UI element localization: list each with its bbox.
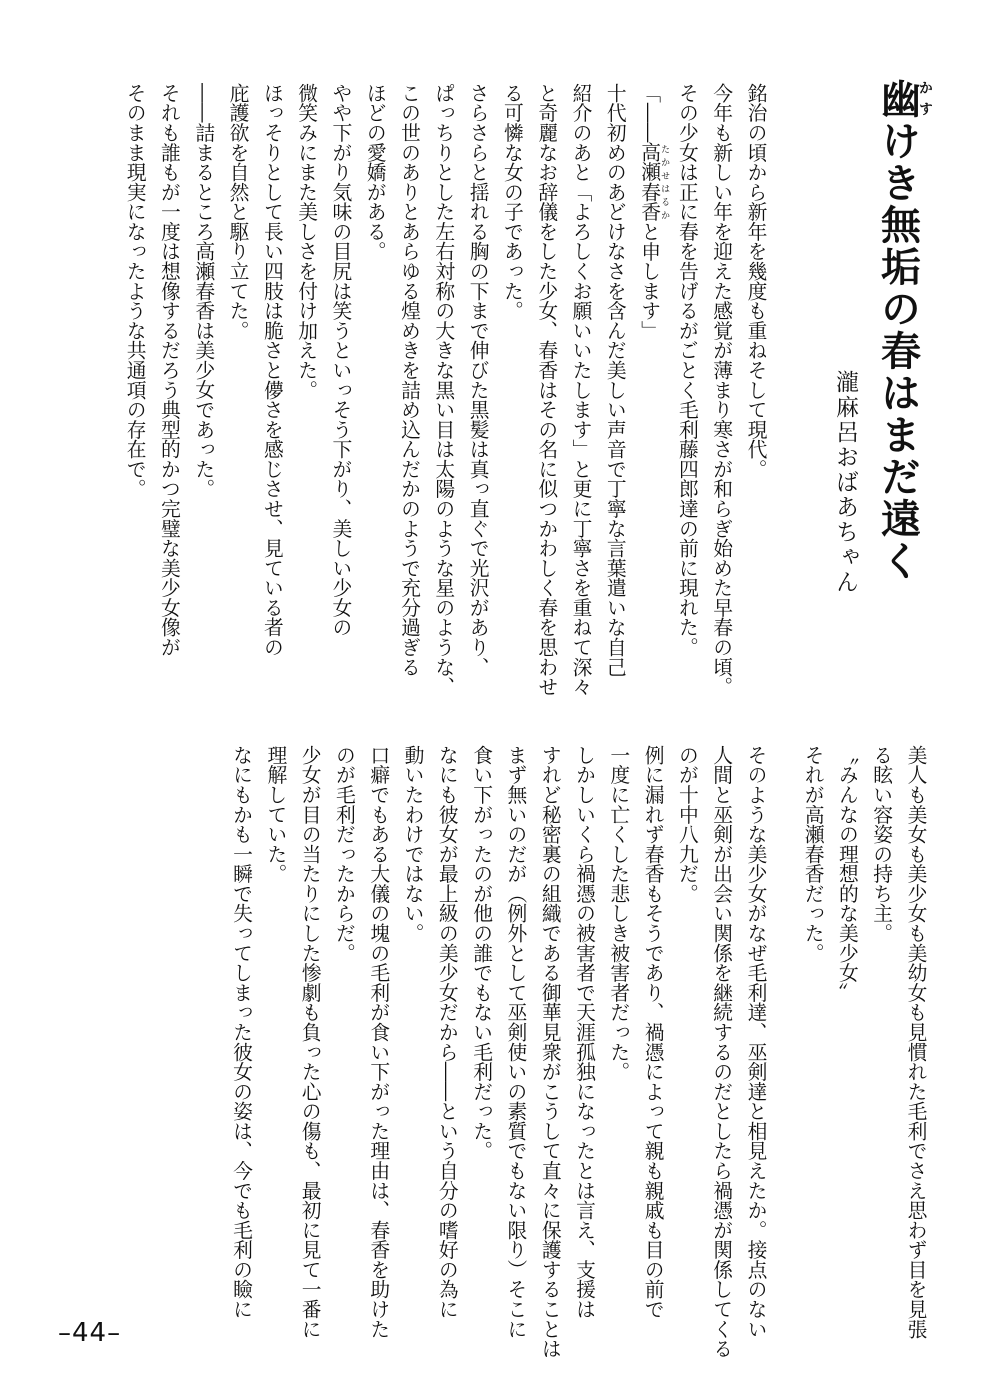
text-line: 少女が目の当たりにした惨劇も負った心の傷も、最初に見て一番に bbox=[298, 745, 322, 1339]
text-line: る眩い容姿の持ち主。 bbox=[869, 745, 893, 943]
text-line: 十代初めのあどけなさを含んだ美しい声音で丁寧な言葉遣いな自己 bbox=[603, 83, 627, 677]
lower-text-block-a bbox=[795, 745, 932, 1339]
text-line: ほどの愛嬌がある。 bbox=[363, 83, 387, 262]
author-name: 瀧麻呂おばあちゃん bbox=[832, 370, 858, 595]
text-line: 美人も美女も美少女も美幼女も見慣れた毛利でさえ思わず目を見張 bbox=[904, 745, 927, 1339]
text-line: 庇護欲を自然と駆り立てた。 bbox=[226, 83, 250, 341]
text-line: しかしいくら禍憑の被害者で天涯孤独になったとは言え、支援は bbox=[572, 745, 596, 1319]
text-line: 「――高瀬たかせ春香はるかと申します」 bbox=[637, 83, 670, 341]
upper-text-block bbox=[117, 83, 772, 697]
text-line: その少女は正に春を告げるがごとく毛利藤四郎達の前に現れた。 bbox=[675, 83, 699, 657]
text-line: この世のありとあらゆる煌めきを詰め込んだかのようで充分過ぎる bbox=[397, 83, 421, 677]
text-line: ほっそりとして長い四肢は脆さと儚さを感じさせ、見ている者の bbox=[260, 83, 284, 657]
title-ruby: 幽かす bbox=[874, 78, 933, 120]
text-line: 紹介のあと「よろしくお願いいたします」と更に丁寧さを重ねて深々 bbox=[569, 83, 593, 697]
text-line: と奇麗なお辞儀をした少女、春香はその名に似つかわしく春を思わせ bbox=[534, 83, 558, 697]
text-line: それも誰もが一度は想像するだろう典型的かつ完璧な美少女像が bbox=[157, 83, 181, 657]
text-line: 食い下がったのが他の誰でもない毛利だった。 bbox=[469, 745, 493, 1161]
title-text: けき無垢の春はまだ遠く bbox=[874, 120, 922, 582]
text-line: やや下がり気味の目尻は笑うといっそう下がり、美しい少女の bbox=[328, 83, 352, 638]
text-line: それが高瀬春香だった。 bbox=[801, 745, 825, 963]
text-line: 〝みんなの理想的な美少女〟 bbox=[835, 745, 859, 1003]
lower-text-block-b bbox=[223, 745, 772, 1359]
text-line: なにも彼女が最上級の美少女だから――という自分の嗜好の為に bbox=[435, 745, 459, 1319]
text-line: のが十中八九だ。 bbox=[675, 745, 699, 904]
text-line: ――詰まるところ高瀬春香は美少女であった。 bbox=[191, 83, 215, 499]
text-line: 口癖でもある大儀の塊の毛利が食い下がった理由は、春香を助けた bbox=[366, 745, 390, 1339]
text-line: まず無いのだが（例外として巫剣使いの素質でもない限り）そこに bbox=[503, 745, 527, 1339]
text-line: 理解していた。 bbox=[263, 745, 287, 884]
page-number: –44– bbox=[58, 1318, 122, 1348]
text-line: 例に漏れず春香もそうであり、禍憑によって親も親戚も目の前で bbox=[641, 745, 665, 1319]
text-line: 動いたわけではない。 bbox=[401, 745, 425, 943]
text-line: 人間と巫剣が出会い関係を継続するのだとしたら禍憑が関係してくる bbox=[709, 745, 733, 1359]
text-line: ぱっちりとした左右対称の大きな黒い目は太陽のような星のような、 bbox=[431, 83, 455, 697]
text-line: 一度に亡くした悲しき被害者だった。 bbox=[606, 745, 630, 1082]
text-line: 今年も新しい年を迎えた感覚が薄まり寒さが和らぎ始めた早春の頃。 bbox=[709, 83, 733, 697]
text-line: そのような美少女がなぜ毛利達、巫剣達と相見えたか。接点のない bbox=[744, 745, 767, 1339]
text-line: のが毛利だったからだ。 bbox=[332, 745, 356, 963]
story-title bbox=[870, 78, 933, 582]
text-line: る可憐な女の子であった。 bbox=[500, 83, 524, 321]
text-line: 微笑みにまた美しさを付け加えた。 bbox=[294, 83, 318, 400]
text-line: さらさらと揺れる胸の下まで伸びた黒髪は真っ直ぐで光沢があり、 bbox=[466, 83, 490, 677]
text-line: そのまま現実になったような共通項の存在で。 bbox=[123, 83, 147, 499]
text-line: すれど秘密裏の組織である御華見衆がこうして直々に保護することは bbox=[538, 745, 562, 1359]
text-line: 銘治の頃から新年を幾度も重ねそして現代。 bbox=[744, 83, 767, 479]
text-line: なにもかも一瞬で失ってしまった彼女の姿は、今でも毛利の瞼に bbox=[229, 745, 253, 1319]
